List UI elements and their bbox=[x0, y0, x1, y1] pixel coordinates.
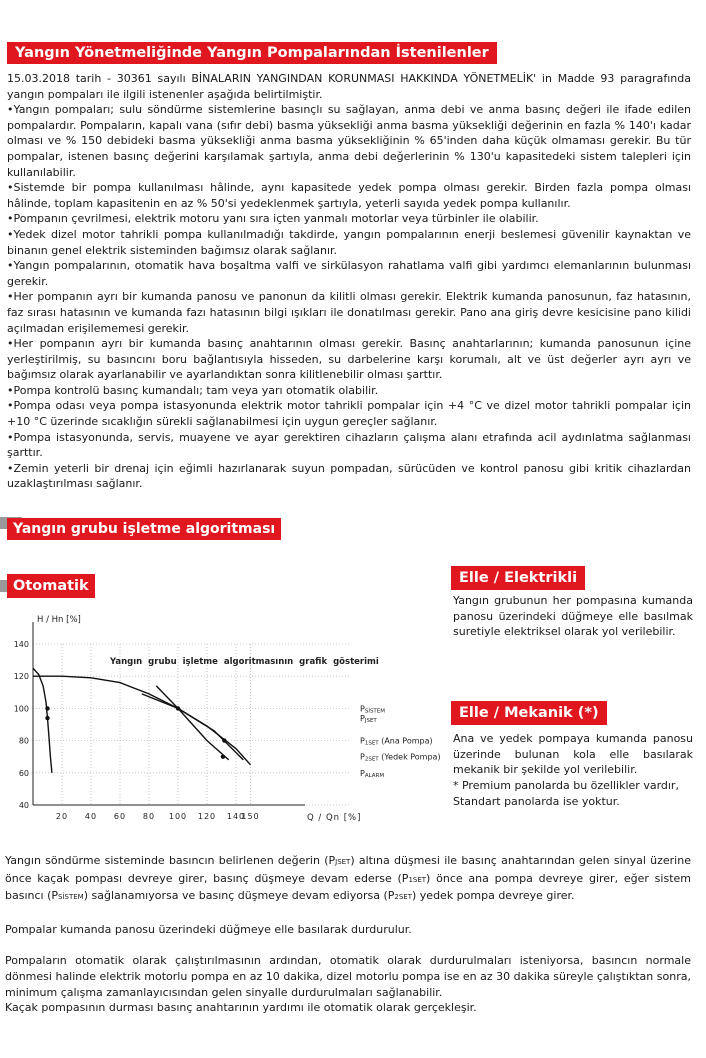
elle-mekanik-text: Ana ve yedek pompaya kumanda panosu üzerinde bulunan kola elle basılarak mekanik bir şekilde yol verilebilir. bbox=[453, 732, 693, 776]
x-axis-label: Q / Qn [%] bbox=[307, 813, 362, 823]
requirements-text bbox=[7, 71, 691, 492]
requirement-item: •Pompa kontrolü basınç kumandalı; tam veya yarı otomatik olabilir. bbox=[7, 383, 379, 397]
series-line-4 bbox=[33, 668, 52, 773]
requirement-item: •Pompanın çevrilmesi, elektrik motoru yanı sıra içten yanmalı motorlar veya türbinler ile olabilir. bbox=[7, 212, 539, 226]
y-axis-label: H / Hn [%] bbox=[37, 615, 81, 625]
requirement-item: •Yangın pompaları; sulu söndürme sistemlerine basınçlı su sağlayan, anma debi ve anma basınç değeri ile ifade edilen pompalardır. Pompaların, kapalı vana (sıfır debi) basma yüksekliği anma basma yüksekliği değerinin en fazla % 140'ı kadar olması ve % 150 debideki basma yüksekliği anma basma yüksekliğinin % 65'inden daha küçük olmaması gerekir. Bu tür pompalar, istenen basınç değerini karşılamak şartıyla, anma debi değerlerinin % 130'u kapasitedeki sistem talepleri için kullanılabilir. bbox=[7, 103, 691, 179]
requirement-item: •Yangın pompalarının, otomatik hava boşaltma valfi ve sirkülasyon rahatlama valfi gibi yardımcı elemanlarının bulunması gerekir. bbox=[7, 259, 691, 288]
data-point bbox=[222, 738, 226, 742]
requirements-list bbox=[7, 102, 691, 492]
algorithm-paragraph-4: Kaçak pompasının durması basınç anahtarının yardımı ile otomatik olarak gerçekleşir. bbox=[5, 1001, 477, 1015]
algorithm-paragraph-1: Yangın söndürme sisteminde basıncın belirlenen değerin (PJSET) altına düşmesi ile basınç anahtarından gelen sinyal üzerine önce kaçak pompası devreye girer, basınç düşmeye devam ederse (P1SET) önce ana pompa devreye girer, eğer sistem basıncı (PSİSTEM) sağlanamıyorsa ve basınç düşmeye devam ediyorsa (P2SET) yedek pompa devreye girer. bbox=[5, 854, 691, 903]
algorithm-description bbox=[5, 853, 691, 1016]
requirement-item: •Pompa odası veya pompa istasyonunda elektrik motor tahrikli pompalar için +4 °C ve dizel motor tahrikli pompalar için +10 °C üzerinde sıcaklığın sürekli sağlanabilmesi için uygun gereçler sağlanır. bbox=[7, 399, 691, 429]
section-heading-algorithm: Yangın grubu işletme algoritması bbox=[7, 518, 281, 540]
y-tick-label: 80 bbox=[18, 736, 29, 746]
requirement-item: •Her pompanın ayrı bir kumanda panosu ve panonun da kilitli olması gerekir. Elektrik kumanda panosunun, faz hatasının, faz sırası hatasının ve kumanda fazı hatasının bilgi ışıkları ile donatılması gerekir. Pano ana giriş devre kesicisine pano kilidi açılmadan erişilememesi gerekir. bbox=[7, 290, 691, 335]
elle-mekanik-heading: Elle / Mekanik (*) bbox=[451, 701, 607, 725]
level-label: P1SET (Ana Pompa) bbox=[360, 736, 433, 747]
x-tick-label: 150 bbox=[241, 812, 260, 821]
series-line-1 bbox=[33, 676, 251, 765]
x-tick-label: 20 bbox=[55, 812, 69, 821]
elle-elektrikli-heading: Elle / Elektrikli bbox=[451, 566, 585, 590]
x-tick-label: 80 bbox=[142, 812, 156, 821]
x-tick-label: 60 bbox=[113, 812, 127, 821]
y-tick-label: 40 bbox=[18, 801, 29, 810]
data-point bbox=[176, 706, 180, 710]
data-point bbox=[45, 706, 49, 710]
elle-elektrikli-text: Yangın grubunun her pompasına kumanda panosu üzerindeki düğmeye elle basılmak suretiyle elektriksel olarak yol verilebilir. bbox=[453, 594, 693, 638]
requirement-item: •Pompa istasyonunda, servis, muayene ve ayar gerektiren cihazların çalışma alanı etrafında acil aydınlatma sağlanması şarttır. bbox=[7, 430, 691, 460]
algorithm-chart bbox=[0, 600, 450, 830]
requirement-item: •Sistemde bir pompa kullanılması hâlinde, aynı kapasitede yedek pompa olması gerekir. Birden fazla pompa olması hâlinde, toplam kapasitenin en az % 50'si yedeklenmek şartıyla, yeterli sayıda yedek pompa kullanılır. bbox=[7, 181, 691, 210]
requirement-item: •Yedek dizel motor tahrikli pompa kullanılmadığı takdirde, yangın pompalarının enerji beslemesi güvenilir kaynaktan ve binanın genel elektrik sisteminden bağımsız olarak sağlanır. bbox=[7, 227, 691, 257]
level-label: PJSET bbox=[360, 714, 377, 725]
series-line-2 bbox=[156, 686, 229, 760]
intro-paragraph: 15.03.2018 tarih - 30361 sayılı BİNALARIN YANGINDAN KORUNMASI HAKKINDA YÖNETMELİK' in Madde 93 paragrafında yangın pompaları ile ilgili istenenler aşağıda belirtilmiştir. bbox=[7, 72, 691, 101]
level-label: PALARM bbox=[360, 768, 385, 779]
series-line-3 bbox=[142, 694, 244, 760]
y-tick-label: 60 bbox=[18, 768, 29, 778]
level-label: PSİSTEM bbox=[360, 704, 386, 715]
y-tick-label: 100 bbox=[13, 704, 29, 714]
x-tick-label: 40 bbox=[84, 812, 98, 821]
chart-title: Yangın grubu işletme algoritmasının grafik gösterimi bbox=[110, 657, 379, 667]
y-tick-label: 120 bbox=[13, 672, 29, 682]
x-tick-label: 120 bbox=[197, 812, 217, 821]
data-point bbox=[45, 716, 49, 720]
requirement-item: •Her pompanın ayrı bir kumanda basınç anahtarının olması gerekir. Basınç anahtarlarının; kumanda panosunun içine yerleştirilmiş, su basıncını boru bağlantısıyla hisseden, su darbelerine karşı korumalı, alt ve üst değerler ayrı ayrı ve bağımsız olarak ayarlanabilir ve ayarlandıktan sonra kilitlenebilir olması şarttır. bbox=[7, 337, 691, 382]
y-tick-label: 140 bbox=[13, 640, 29, 649]
elle-mekanik-note: * Premium panolarda bu özellikler vardır, Standart panolarda ise yoktur. bbox=[453, 779, 679, 808]
section-heading-requirements: Yangın Yönetmeliğinde Yangın Pompalarından İstenilenler bbox=[7, 42, 497, 64]
x-tick-label: 100 bbox=[168, 812, 188, 821]
data-point bbox=[221, 755, 225, 759]
algorithm-paragraph-2: Pompalar kumanda panosu üzerindeki düğmeye elle basılarak durdurulur. bbox=[5, 922, 412, 936]
algorithm-chart-svg bbox=[0, 600, 450, 830]
x-tick-label: 140 bbox=[226, 812, 246, 821]
algorithm-paragraph-3: Pompaların otomatik olarak çalıştırılmasının ardından, otomatik olarak durdurulmaları isteniyorsa, basıncın normale dönmesi halinde elektrik motorlu pompa en az 10 dakika, dizel motorlu pompa ise en az 30 dakika süreyle çalıştıktan sonra, minimum çalışma zamanlayıcısından gelen sinyalle durdurulmaları sağlanabilir. bbox=[5, 954, 691, 999]
requirement-item: •Zemin yeterli bir drenaj için eğimli hazırlanarak suyun pompadan, sürücüden ve kontrol panosu gibi kritik cihazlardan uzaklaştırılması sağlanır. bbox=[7, 461, 691, 491]
level-label: P2SET (Yedek Pompa) bbox=[360, 752, 441, 763]
otomatik-heading: Otomatik bbox=[7, 574, 95, 598]
